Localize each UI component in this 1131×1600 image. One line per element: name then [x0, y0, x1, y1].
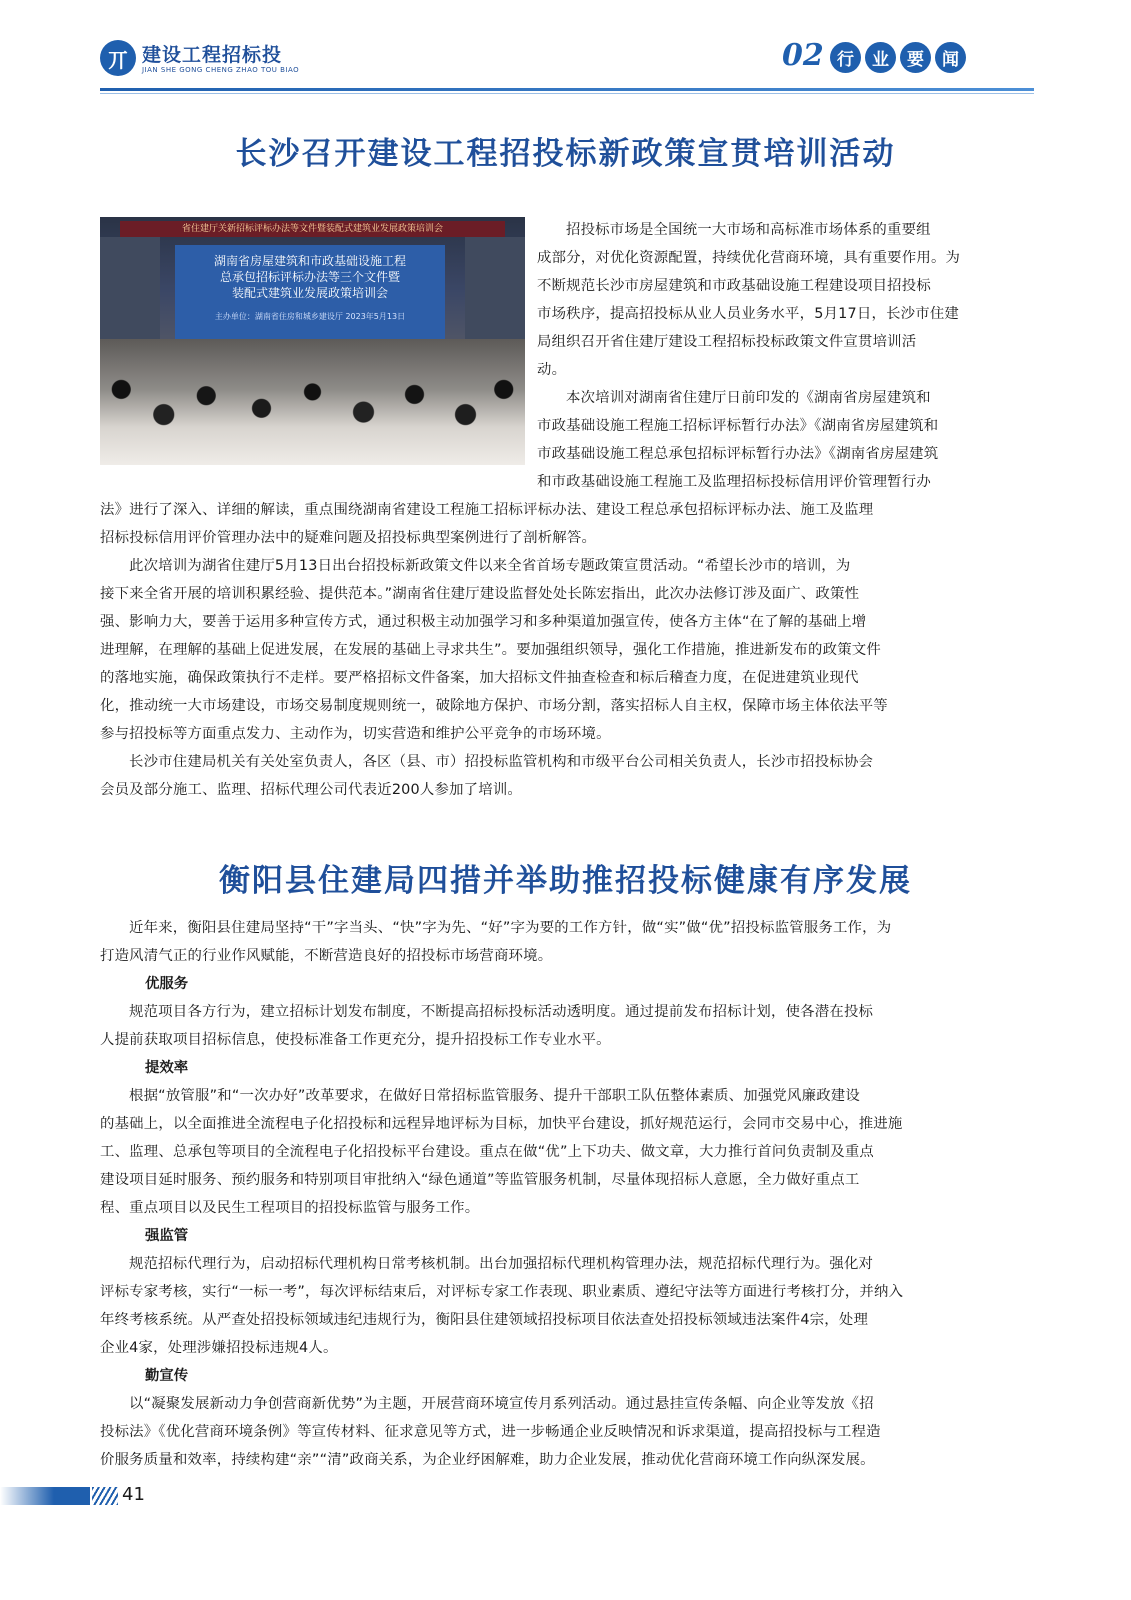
header-divider-thin	[100, 93, 1034, 94]
subheading-efficiency: 提效率	[145, 1060, 189, 1076]
section-title-char: 业	[865, 42, 896, 73]
footer-bar	[0, 1487, 90, 1505]
text-line: 参与招投标等方面重点发力、主动作为，切实营造和维护公平竞争的市场环境。	[100, 726, 611, 742]
text-line: 价服务质量和效率，持续构建“亲”“清”政商关系，为企业纾困解难，助力企业发展，推动优化营商环境工作向纵深发展。	[100, 1452, 875, 1468]
text-line: 此次培训为湖省住建厅5月13日出台招投标新政策文件以来全省首场专题政策宣贯活动。“希望长沙市的培训，为	[129, 558, 851, 574]
magazine-subtitle: JIAN SHE GONG CHENG ZHAO TOU BIAO	[142, 66, 300, 74]
text-line: 市政基础设施工程总承包招标评标暂行办法》《湖南省房屋建筑	[537, 446, 939, 462]
section-title	[830, 42, 966, 73]
article2-section-1	[100, 998, 1034, 1054]
text-line: 化，推动统一大市场建设，市场交易制度规则统一，破除地方保护、市场分割，落实招标人自主权，保障市场主体依法平等	[100, 698, 888, 714]
text-line: 的落地实施，确保政策执行不走样。要严格招标文件备案，加大招标文件抽查检查和标后稽查力度，在促进建筑业现代	[100, 670, 859, 686]
text-line: 根据“放管服”和“一次办好”改革要求，在做好日常招标监管服务、提升干部职工队伍整体素质、加强党风廉政建设	[129, 1088, 860, 1104]
article1-photo	[100, 217, 525, 465]
subheading-supervision: 强监管	[145, 1228, 189, 1244]
article2-intro	[100, 914, 1034, 970]
text-line: 强、影响力大，要善于运用多种宣传方式，通过积极主动加强学习和多种渠道加强宣传，使各方主体“在了解的基础上增	[100, 614, 867, 630]
text-line: 局组织召开省住建厅建设工程招标投标政策文件宣贯培训活	[537, 334, 917, 350]
section-title-char: 闻	[935, 42, 966, 73]
text-line: 人提前获取项目招标信息，使投标准备工作更充分，提升招投标工作专业水平。	[100, 1032, 611, 1048]
text-line: 法》进行了深入、详细的解读，重点围绕湖南省建设工程施工招标评标办法、建设工程总承包招标评标办法、施工及监理	[100, 502, 874, 518]
magazine-title: 建设工程招标投	[142, 44, 283, 66]
article1-title: 长沙召开建设工程招投标新政策宣贯培训活动	[235, 136, 896, 172]
text-line: 市场秩序，提高招投标从业人员业务水平，5月17日，长沙市住建	[537, 306, 960, 322]
photo-screen-line: 装配式建筑业发展政策培训会	[231, 286, 388, 300]
photo-screen-line: 总承包招标评标办法等三个文件暨	[219, 270, 400, 284]
article2-section-3	[100, 1250, 1034, 1362]
article1-paragraph-1	[537, 216, 1034, 496]
text-line: 接下来全省开展的培训积累经验、提供范本。”湖南省住建厅建设监督处处长陈宏指出，此次办法修订涉及面广、政策性	[100, 586, 860, 602]
text-line: 打造风清气正的行业作风赋能，不断营造良好的招投标市场营商环境。	[100, 948, 553, 964]
text-line: 以“凝聚发展新动力争创营商新优势”为主题，开展营商环境宣传月系列活动。通过悬挂宣传条幅、向企业等发放《招	[129, 1396, 874, 1412]
text-line: 投标法》《优化营商环境条例》等宣传材料、征求意见等方式，进一步畅通企业反映情况和诉求渠道，提高招投标与工程造	[100, 1424, 881, 1440]
text-line: 工、监理、总承包等项目的全流程电子化招投标平台建设。重点在做“优”上下功夫、做文章，大力推行首问负责制及重点	[100, 1144, 875, 1160]
text-line: 评标专家考核，实行“一标一考”，每次评标结束后，对评标专家工作表现、职业素质、遵纪守法等方面进行考核打分，并纳入	[100, 1284, 904, 1300]
section-title-char: 行	[830, 42, 861, 73]
magazine-logo-icon: 丌	[100, 40, 136, 76]
text-line: 动。	[537, 362, 567, 378]
page-header	[0, 0, 1131, 110]
subheading-service: 优服务	[145, 976, 189, 992]
text-line: 成部分，对优化资源配置，持续优化营商环境，具有重要作用。为	[537, 250, 961, 266]
photo-screen-line: 湖南省房屋建筑和市政基础设施工程	[213, 254, 406, 268]
subheading-publicity: 勤宣传	[145, 1368, 189, 1384]
text-line: 的基础上，以全面推进全流程电子化招投标和远程异地评标为目标，加快平台建设，抓好规范运行，会同市交易中心，推进施	[100, 1116, 903, 1132]
text-line: 近年来，衡阳县住建局坚持“干”字当头、“快”字为先、“好”字为要的工作方针，做“实”做“优”招投标监管服务工作，为	[129, 920, 892, 936]
header-divider	[100, 88, 1034, 91]
text-line: 规范招标代理行为，启动招标代理机构日常考核机制。出台加强招标代理机构管理办法，规范招标代理行为。强化对	[129, 1256, 874, 1272]
text-line: 建设项目延时服务、预约服务和特别项目审批纳入“绿色通道”等监管服务机制，尽量体现招标人意愿，全力做好重点工	[100, 1172, 860, 1188]
article2-section-2	[100, 1082, 1034, 1222]
photo-screen-small: 主办单位：湖南省住房和城乡建设厅 2023年5月13日	[214, 312, 406, 321]
photo-wall-right	[465, 237, 525, 347]
photo-wall-left	[100, 237, 160, 347]
text-line: 进理解，在理解的基础上促进发展，在发展的基础上寻求共生”。要加强组织领导，强化工作措施，推进新发布的政策文件	[100, 642, 881, 658]
text-line: 和市政基础设施工程施工及监理招标投标信用评价管理暂行办	[537, 474, 931, 490]
page-number: 41	[122, 1484, 145, 1505]
text-line: 会员及部分施工、监理、招标代理公司代表近200人参加了培训。	[100, 782, 523, 798]
text-line: 程、重点项目以及民生工程项目的招投标监管与服务工作。	[100, 1200, 480, 1216]
footer-stripes-icon	[92, 1487, 118, 1505]
photo-projection-screen	[175, 245, 445, 349]
text-line: 规范项目各方行为，建立招标计划发布制度，不断提高招标投标活动透明度。通过提前发布招标计划，使各潜在投标	[129, 1004, 874, 1020]
article2-section-4	[100, 1390, 1034, 1474]
article1-paragraph-2-cont	[100, 496, 1034, 804]
text-line: 企业4家，处理涉嫌招投标违规4人。	[100, 1340, 338, 1356]
section-number: 02	[782, 38, 824, 73]
text-line: 年终考核系统。从严查处招投标领域违纪违规行为，衡阳县住建领域招投标项目依法查处招投标领域违法案件4宗，处理	[100, 1312, 869, 1328]
article2-title: 衡阳县住建局四措并举助推招投标健康有序发展	[219, 863, 912, 899]
section-title-char: 要	[900, 42, 931, 73]
text-line: 不断规范长沙市房屋建筑和市政基础设施工程建设项目招投标	[537, 278, 931, 294]
photo-banner: 省住建厅关新招标评标办法等文件暨装配式建筑业发展政策培训会	[120, 221, 505, 237]
text-line: 招标投标信用评价管理办法中的疑难问题及招投标典型案例进行了剖析解答。	[100, 530, 597, 546]
text-line: 长沙市住建局机关有关处室负责人，各区（县、市）招投标监管机构和市级平台公司相关负责人，长沙市招投标协会	[129, 754, 874, 770]
text-line: 招投标市场是全国统一大市场和高标准市场体系的重要组	[566, 222, 931, 238]
text-line: 本次培训对湖南省住建厅日前印发的《湖南省房屋建筑和	[566, 390, 931, 406]
text-line: 市政基础设施工程施工招标评标暂行办法》《湖南省房屋建筑和	[537, 418, 939, 434]
photo-audience	[100, 339, 525, 465]
